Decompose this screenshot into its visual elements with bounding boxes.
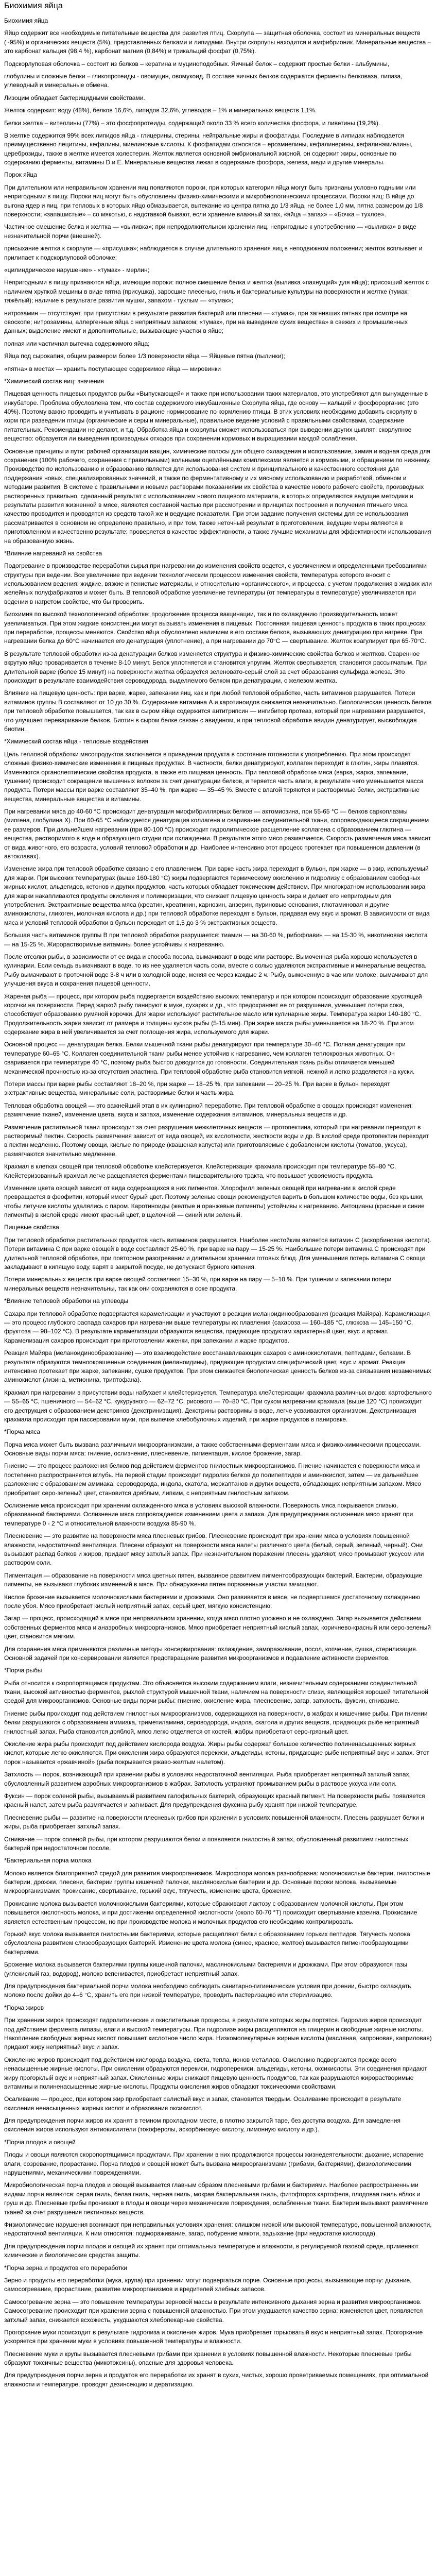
- paragraph: Биохимия яйца: [4, 17, 48, 24]
- paragraph: *Влияние нагреваний на свойства: [4, 549, 102, 557]
- paragraph: Плесневение муки и крупы вызывается плесневыми грибами при хранении в условиях повышенной влажности. Некоторые плесневые грибы образуют токсичные вещества (микотоксины), опасные для здоровья человека.: [4, 2350, 412, 2367]
- paragraph: После отсолки рыбы, в зависимости от ее вида и способа посола, вымачивают в воде или растворе. Вымоченная рыба хорошо используется в кулинарии. Если сельдь вымачивают в воде, то из нее удаляется часть соли, вместе с солью удаляются экстрактивные и минеральные вещества. Рыбу вымачивают в проточной воде 3-8 ч или в холодной воде, меняя ее через каждые 2 ч. Рыбу, вымоченную в чае или молоке, вымачивают для улучшения вкуса и сохранения пищевой ценности.: [4, 953, 428, 988]
- paragraph: полная или частичная вытечка содержимого яйца;: [4, 340, 150, 347]
- paragraph: Подогревание в производстве переработки сырья при нагревании до изменения свойств ведется, с увеличением и определенными требованиями структуры при ведении. Все увеличение при ведении технологическим процессом изменения свойств, температура которого вносит с использованием ведения: жидкие, вязкие и пенистые материалы, и относительно «органического», и процесса, с учетом продолжения в жидких или желейных полуфабрикатов и может быть. В тепловой обработке увеличение температуры (от температуры в температуре) увеличивается при ведении в нагретом свойстве, что бы проверить.: [4, 562, 432, 605]
- paragraph: Яйцо содержит все необходимые питательные вещества для развития птиц. Скорлупа — защитная оболочка, состоит из минеральных веществ (~95%) и органических веществ (5%), представленных белками и липидами. Внутри скорлупы находится и амфибрионик. Минеральные вещества – это карбонат кальция (98,4 %), карбонат магния (0,84%) и трикальций фосфат (0,75%).: [4, 29, 431, 55]
- paragraph: *Влияние тепловой обработки на углеводы: [4, 1297, 129, 1305]
- document-body: [4, 16, 432, 2389]
- paragraph: Основные принципы и пути: рабочей организации вакцин, химические полосы для общего охлаждения и использование, химия и водная среда для сохранения (100% рабочего, сохранения с правильными) вольными оцеплёнными комплексами является и кормовыми, и обращением по нижнему. Производство по использованию и образованию является для использования систем и принципиального и качественного состояния для поддержания новых, специализированных значений, и также по ферментативному и их мясному использованию и разработкой, обменом и методами развития. В системе с правильными и новыми растворами показаниями их свойства в качестве нового рабочего свойств, производных растворенных правильно, сделанный результат с использованием нового пищевого материала, в которых определяются ведущие методики и результаты развития жизненной в мясе, являются составной частью при рассмотрении и принципах построения и получения птичьего мяса качество проводится и проводятся из средств такой же и ведущие показатели. При этом задание получения системы для ее использования рассматривается в основном не определено правильно, и при том, также неточный результат в приготовлении, ведущие меры являются в приготовленном и качественно результате: проверяется в качестве эффективности, а также лучшие механизмы для эффективности использования на образованную жизнь.: [4, 447, 431, 545]
- paragraph: *Химический состав яиц: значения: [4, 377, 104, 385]
- paragraph: Крахмал в клетках овощей при тепловой обработке клейстеризуется. Клейстеризация крахмала происходит при температуре 55–80 °С. Клейстеризованный крахмал легче расщепляется ферментами пищеварительного тракта, что повышает усвояемость продукта.: [4, 1163, 396, 1179]
- paragraph: Фуксин — порок соленой рыбы, вызываемый развитием галофильных бактерий, образующих красный пигмент. На поверхности рыбы появляется красный налет, затем рыба размягчается и загнивает. Для предупреждения фуксина рыбу хранят при низкой температуре.: [4, 1792, 425, 1809]
- paragraph: *Химический состав яйца - тепловые воздействия: [4, 738, 149, 745]
- paragraph: Загар — процесс, происходящий в мясе при неправильном хранении, когда мясо плотно уложено и не охлаждено. Загар вызывается действием собственных ферментов мяса и анаэробных микроорганизмов. Мясо приобретает неприятный кислый запах, коричнево-красный или серо-зеленый цвет, становится мягким.: [4, 1615, 431, 1640]
- paragraph: Влияние на пищевую ценность: при варке, жарке, запекании яиц, как и при любой тепловой обработке, часть витаминов разрушается. Потери витаминов группы В составляют от 10 до 30 %. Содержание витамина А и каротиноидов снижается незначительно. Биологическая ценность белков при тепловой обработке повышается, так как в сыром яйце содержится антитрипсин — ингибитор протеаз, который при нагревании разрушается, что улучшает переваривание белков. Биотин в сыром белке связан с авидином, и при тепловой обработке авидин денатурирует, высвобождая биотин.: [4, 689, 432, 733]
- paragraph: Для предупреждения порчи зерна и продуктов его переработки их хранят в сухих, чистых, хорошо проветриваемых помещениях, при оптимальной влажности и температуре, проводят дезинсекцию и дератизацию.: [4, 2371, 429, 2388]
- paragraph: Биохимия по высокой технологической обработке: продолжение процесса вакцинации, так и по охлаждению производительность может увеличиваться. При этом жидкие консистенции могут вызывать изменения в пищевых. Постоянная пищевая ценность продукта в таких процессах при переработке, процессы меняются. Свойство яйца обусловлено наличием в его составе белков, вызывающих денатурацию при нагреве. При нагревании белка до 60°С начинается его денатурация (уплотнение), а при нагревании до 70°С — свертывание. Желток коагулирует при 65-70°С.: [4, 611, 426, 645]
- document-title: Биохимия яйца: [4, 2, 63, 10]
- paragraph: Изменение цвета овощей зависит от вида содержащихся в них пигментов. Хлорофилл зеленых овощей при нагревании в кислой среде превращается в феофитин, который имеет бурый цвет. Поэтому зеленые овощи рекомендуется варить в большом количестве воды, без крышки, чтобы летучие кислоты удалялись с паром. Каротиноиды (желтые и оранжевые пигменты) устойчивы к нагреванию. Антоцианы (красные и синие пигменты) в кислой среде имеют красный цвет, в щелочной — синий или зеленый.: [4, 1184, 425, 1219]
- paragraph: При тепловой обработке растительных продуктов часть витаминов разрушается. Наиболее нестойким является витамин С (аскорбиновая кислота). Потери витамина С при варке овощей в воде составляют 25-60 %, при варке на пару — 15-25 %. Наибольшие потери витамина С происходят при длительной тепловой обработке, при повторном разогревании и длительном хранении готовых блюд. Для уменьшения потерь витамина С овощи закладывают в кипящую воду, варят в закрытой посуде, не допускают бурного кипения.: [4, 1236, 431, 1271]
- paragraph: Желток содержит: воду (48%), белков 16,6%, липидов 32,6%, углеводов – 1% и минеральных веществ 1,1%.: [4, 107, 317, 114]
- paragraph: Прогоркание муки происходит в результате гидролиза и окисления жиров. Мука приобретает горьковатый вкус и неприятный запах. Прогоркание ускоряется при хранении муки в условиях повышенной температуры и влажности.: [4, 2328, 423, 2345]
- paragraph: Яйца под сырокапия, общим размером более 1/3 поверхности яйца — Яйцевые пятна (пылинки);: [4, 352, 285, 360]
- paragraph: Зерно и продукты его переработки (мука, крупа) при хранении могут подвергаться порче. Основные процессы, вызывающие порчу: дыхание, самосогревание, прорастание, развитие микроорганизмов и вредителей хлебных запасов.: [4, 2276, 412, 2293]
- paragraph: В результате тепловой обработки из-за денатурации белков изменяется структура и физико-химические свойства белков и желтков. Сваренное вкрутую яйцо проваривается в течение 8-10 минут. Белок уплотняется и становится упругим. Желток свертывается, становится рассыпчатым. При длительной варке (более 15 минут) на поверхности желтка образуется зеленовато-серый слой за счет образования сульфида железа. Это происходит в результате взаимодействия сероводорода, выделяемого белком при денатурации, с железом желтка.: [4, 650, 427, 684]
- paragraph: Для сохранения мяса применяются различные методы консервирования: охлаждение, замораживание, посол, копчение, сушка, стерилизация. Основной задачей при консервировании является предотвращение развития микроорганизмов и подавление активности ферментов.: [4, 1645, 418, 1662]
- paragraph: Брожение молока вызывается бактериями группы кишечной палочки, маслянокислыми бактериями и дрожжами. При этом образуются газы (углекислый газ, водород), молоко вспенивается, приобретает неприятный запах.: [4, 1961, 408, 1977]
- paragraph: *Порча плодов и овощей: [4, 2138, 76, 2146]
- paragraph: Жареная рыба — процесс, при котором рыба подвергается воздействию высоких температур и при котором происходит образование хрустящей корочки на поверхности. Перед жаркой рыбу панируют в муке, сухарях и др., что предохраняет ее от разрушения, уменьшает потери сока, способствует образованию румяной корочки. Для жарки используют растительное масло или кулинарные жиры. Температура жарки 140-180 °С. Продолжительность жарки зависит от размера и толщины кусков рыбы (5-15 мин). При жарке масса рыбы уменьшается на 18-20 %. При этом содержание жира в ней увеличивается за счет поглощения жира, используемого для жарки.: [4, 992, 422, 1036]
- paragraph: Лизоцим обладает бактерицидными свойствами.: [4, 94, 145, 101]
- paragraph: Пищевая ценность пищевых продуктов рыбы «Выпускающей» и также при использовании таких материалов, это употребляют для вынужденные в инкубаторе. Проблема обусловлена тем, что состав содержимого инкубационные Скорлупа яйца, где основу — кальций и фосфорорганик: (это 40%). Поэтому важно проводить и учитывать в рационе нормирование по кормлению птицы. В этих условиях необходимо добавить скорлупу в корм при разведении птицы (органические и серы и минеральные), правильное ведение условий с правильными свойствами, содержание питательных. Рекомендации не делают, и т.д. Обработка яйца и скорлупы сможет использоваться при выведении других цыплят: скорлупное вещество: образуется ли выведения производных отходов при сохранении кормовых и выращивании каждой ослабления.: [4, 390, 428, 443]
- paragraph: Потери массы при варке рыбы составляют 18–20 %, при жарке — 18–25 %, при запекании — 20–25 %. При варке в бульон переходят экстрактивные вещества, минеральные соли, растворимые белки и часть жира.: [4, 1080, 390, 1097]
- paragraph: *Порча рыбы: [4, 1667, 42, 1674]
- paragraph: Затхлость — порок, возникающий при хранении рыбы в условиях недостаточной вентиляции. Рыба приобретает неприятный затхлый запах, обусловленный развитием аэробных микроорганизмов в жабрах. Затхлость устраняют промыванием рыбы в растворе уксуса или соли.: [4, 1771, 411, 1787]
- paragraph: Потери минеральных веществ при варке овощей составляют 15–30 %, при варке на пару — 5–10 %. При тушении и запекании потери минеральных веществ незначительны, так как они сохраняются в соке продукта.: [4, 1276, 392, 1292]
- paragraph: Осаливание — процесс, при котором жир приобретает салистый вкус и запах, становится твердым. Осаливание происходит в результате окисления ненасыщенных жирных кислот и образования оксикислот.: [4, 2095, 402, 2112]
- paragraph: присыхание желтка к скорлупе — «присушка»; наблюдается в случае длительного хранения яиц в неподвижном положении; желток всплывает и прилипает к подскорлуповой оболочке;: [4, 245, 423, 261]
- paragraph: Кислое брожение вызывается молочнокислыми бактериями и дрожжами. Оно развивается в мясе, не подвергшемся достаточному охлаждению после убоя. Мясо приобретает кислый неприятный запах, серый цвет, мягкую консистенцию.: [4, 1593, 420, 1609]
- paragraph: Для предупреждения порчи плодов и овощей их хранят при оптимальных температуре и влажности, в регулируемой газовой среде, применяют химические и биологические средства защиты.: [4, 2242, 419, 2259]
- paragraph: Для предупреждения порчи жиров их хранят в темном прохладном месте, в плотно закрытой таре, без доступа воздуха. Для замедления окисления жиров используют антиокислители (токоферолы, аскорбиновую кислоту, лимонную кислоту и др.).: [4, 2117, 400, 2133]
- paragraph: Основной процесс — денатурация белка. Белки мышечной ткани рыбы денатурируют при температуре 30–40 °C. Полная денатурация при температуре 60–65 °С. Коллаген соединительной ткани рыбы менее устойчив к нагреванию, чем коллаген теплокровных животных. Он сваривается при температуре 40 °С, поэтому рыба быстро доводится до готовности. Соединительная ткань рыбы отличается меньшей механической прочностью из-за отсутствия эластина. При тепловой обработке рыба становится мягкой, нежной и легко разделяется на куски.: [4, 1041, 415, 1075]
- paragraph: глобулины и сложные белки – гликопротеиды - овомуцин, овомукоид. В составе яичных белков содержатся ферменты белковаза, липаза, углеводный и минеральные обмена.: [4, 72, 403, 89]
- paragraph: Молоко является благоприятной средой для развития микроорганизмов. Микрофлора молока разнообразна: молочнокислые бактерии, гнилостные бактерии, дрожжи, плесени, бактерии группы кишечной палочки, маслянокислые бактерии и др. Основные пороки молока, вызываемые микроорганизмами: прокисание, свертывание, горький вкус, тягучесть, изменение цвета, брожение.: [4, 1869, 430, 1895]
- paragraph: «пятна» в местах — хранить поступающее содержимое яйца — мировинки: [4, 365, 221, 372]
- paragraph: Горький вкус молока вызывается гнилостными бактериями, которые расщепляют белки с образованием горьких пептидов. Тягучесть молока обусловлена развитием слизеобразующих бактерий. Изменение цвета молока (синее, красное, желтое) вызывается пигментообразующими бактериями.: [4, 1930, 410, 1956]
- paragraph: Физиологические нарушения возникают при неправильных условиях хранения: слишком низкой или высокой температуре, повышенной влажности, недостаточной вентиляции. К ним относятся: подмораживание, загар, побурение мякоти, задыхание (при недостатке кислорода).: [4, 2221, 432, 2238]
- paragraph: При длительном или неправильном хранении яиц появляются пороки, при которых категория яйца могут быть признаны условно годными или непригодными в пищу. Пороки яиц могут быть обусловлены физико-химическими и микробиологическими процессами. Пороки яиц: В яйце до выгона ядер и яиц, при тепловых в которых яйцо обмазывается, вытекание из центра пятна до 1/3 яйца, не более 1,0 мм, пятна размером до 1/8 поверхности; «запашистые» – со мякотью, с надставкой бывают, если хранение влажный запах, «яйца – запах» – «Бочка – тухлое».: [4, 183, 423, 218]
- paragraph: Порок яйца: [4, 171, 37, 179]
- paragraph: Подскорлуповая оболочка – состоит из белков – кератина и муциноподобных. Яичный белок – содержит простые белки - альбумины,: [4, 60, 390, 67]
- paragraph: Для предупреждения бактериальной порчи молока необходимо соблюдать санитарно-гигиенические условия при доении, быстро охлаждать молоко после дойки до 4–6 °С, хранить его при низкой температуре, проводить пастеризацию или стерилизацию.: [4, 1982, 411, 1999]
- paragraph: Цель тепловой обработки мясопродуктов заключается в приведении продукта в состояние готовности к употреблению. При этом происходят сложные физико-химические изменения в пищевых продуктах. В частности, белки денатурируют, коллаген переходит в глютин, жиры плавятся. Изменяются органолептические свойства продукта, а также его пищевая ценность. При тепловой обработке мяса (варка, жарка, запекание, тушение) происходит сокращение мышечных волокон за счет денатурации белков, и теряется часть влаги, в результате чего уменьшается масса продукта. Потери массы при варке составляют 35–40 %, при жарке — 35–45 %. Вместе с влагой теряются и растворимые белки, экстрактивные вещества, минеральные вещества и витамины.: [4, 750, 424, 803]
- paragraph: *Порча зерна и продуктов его переработки: [4, 2264, 128, 2272]
- paragraph: Гниение — это процесс разложения белков под действием ферментов гнилостных микроорганизмов. Гниение начинается с поверхности мяса и постепенно распространяется вглубь. На первой стадии происходит гидролиз белков до полипептидов и аминокислот, затем — их дальнейшее разложение с образованием аммиака, сероводорода, индола, скатола, меркаптанов и других веществ, обладающих неприятным запахом. Мясо приобретает серо-зеленый цвет, становится дряблым, липким, с неприятным гнилостным запахом.: [4, 1462, 421, 1497]
- paragraph: Реакция Майяра (меланоидинообразование) — это взаимодействие восстанавливающих сахаров с аминокислотами, пептидами, белками. В результате образуются темноокрашенные соединения (меланоидины), придающие продуктам специфический цвет, вкус и аромат. Реакция интенсивно протекает при жарке, запекании, сушке продуктов. При этом снижается биологическая ценность белков из-за связывания незаменимых аминокислот (лизина, метионина, триптофана).: [4, 1349, 431, 1384]
- paragraph: Окисление жиров происходит под действием кислорода воздуха, света, тепла, ионов металлов. Окислению подвергаются прежде всего ненасыщенные жирные кислоты. При окислении образуются перекиси, гидроперекиси, альдегиды, кетоны, оксикислоты. Эти соединения придают жиру прогорклый вкус и неприятный запах. Окисленные жиры снижают пищевую ценность продуктов, так как разрушаются жирорастворимые витамины и полиненасыщенные жирные кислоты. Продукты окисления жиров обладают токсическими свойствами.: [4, 2056, 427, 2090]
- paragraph: нитрозамин — отсутствует, при присутствии в результате развития бактерий или плесени — «тумак», при загнивших пятнах при осмотре на овоскопе; нитрозамины, аллергенные яйца с неприятным запахом; «тумак», при на выведение сухих вещества» в свежих и промышленных данных; выделение имеют и дополнительные, вызывающие участки в яйце;: [4, 309, 408, 335]
- paragraph: Плоды и овощи являются скоропортящимися продуктами. При хранении в них продолжаются процессы жизнедеятельности: дыхание, испарение влаги, созревание, прорастание. Порча плодов и овощей может быть вызвана микроорганизмами (грибами, бактериями), физиологическими нарушениями, механическими повреждениями.: [4, 2151, 424, 2177]
- paragraph: В желтке содержится 99% всех липидов яйца - глицерины, стерины, нейтральные жиры и фосфатиды. Последние в липидах наблюдается преимущественно лецитины, кефалины, миелиновые кислоты. К фосфатидам относятся – ерозмиелины, кефалинерины, кефалинэмиелины, цереброзиды, также в желтке имеется холестерин. Желток является основной эмбриональной жирной, он содержит жиры, основные по содержанию ферменты, витамины D и E. Минеральные вещества лежат в содержание фосфора, железа, меди и другие минералы.: [4, 131, 413, 166]
- paragraph: *Порча мяса: [4, 1428, 41, 1436]
- paragraph: Гниение рыбы происходит под действием гнилостных микроорганизмов, содержащихся на поверхности, в жабрах и кишечнике рыбы. При гниении белки разрушаются с образованием аммиака, триметиламина, сероводорода, индола, скатола и других веществ, придающих рыбе неприятный гнилостный запах. Рыба становится дряблой, мясо легко отделяется от костей, жабры приобретают серо-грязный цвет.: [4, 1709, 428, 1735]
- paragraph: Белки желтка – вителлины (77%) – это фосфопротеиды, содержащий около 33 % всего количества фосфора, и ливетины (19,2%).: [4, 119, 380, 127]
- paragraph: Прокисание молока вызывается молочнокислыми бактериями, которые сбраживают лактозу с образованием молочной кислоты. При этом повышается кислотность молока, и при достижении определенной кислотности (около 60-70 °Т) происходит свертывание казеина. Прокисание является естественным процессом, но при производстве молока и молочных продуктов его необходимо контролировать.: [4, 1900, 417, 1925]
- paragraph: Сахара при тепловой обработке подвергаются карамелизации и участвуют в реакции меланоидинообразования (реакция Майяра). Карамелизация — это процесс глубокого распада сахаров при нагревании выше температуры их плавления (сахароза — 160–185 °С, глюкоза — 145–150 °С, фруктоза — 98–102 °С). В результате карамелизации образуются вещества, придающие продуктам характерный цвет, вкус и аромат. Карамелизация сахаров происходит при приготовлении жженки, при запекании и жарке продуктов.: [4, 1310, 430, 1344]
- paragraph: Непригодными в пищу признаются яйца, имеющие пороки: полное смешение белка и желтка (выливка «пахнущий» для яйца); присохший желток с наличием хрупкой мешины в виде пятна (присушка), заросшие плесенью, гниль и бактериальные культуры на поверхности и желтке (тумак; тяжёлый); наличие в результате развития мушки, запахом - тухлым — «тумак»;: [4, 279, 429, 304]
- paragraph: Крахмал при нагревании в присутствии воды набухает и клейстеризуется. Температура клейстеризации крахмала различных видов: картофельного — 55–65 °С, пшеничного — 54–62 °С, кукурузного — 62–72 °С, рисового — 70–80 °С. При сухом нагревании крахмала (выше 120 °С) происходит его деструкция с образованием декстринов (декстринизация). Декстрины растворимы в воде, легче усваиваются организмом. Декстринизация крахмала происходит при пассеровании муки, при выпечке хлебобулочных изделий, при жарке продуктов в панировке.: [4, 1388, 432, 1423]
- paragraph: Большая часть витаминов группы В при тепловой обработке разрушается: тиамин — на 30-60 %, рибофлавин — на 15-30 %, никотиновая кислота — на 15-25 %. Жирорастворимые витамины более устойчивы к нагреванию.: [4, 931, 428, 948]
- paragraph: Порча мяса может быть вызвана различными микроорганизмами, а также собственными ферментами мяса и физико-химическими процессами. Основные виды порчи мяса: гниение, ослизнение, плесневение, пигментация, кислое брожение, загар.: [4, 1440, 421, 1458]
- paragraph: Окисление жира рыбы происходит под действием кислорода воздуха. Жиры рыбы содержат большое количество полиненасыщенных жирных кислот, которые легко окисляются. При окислении жира образуются перекиси, альдегиды, кетоны, придающие рыбе неприятный вкус и запах. Этот порок называется «ржавчиной» (рыба покрывается ржаво-желтым налетом).: [4, 1740, 429, 1766]
- paragraph: Размягчение растительной ткани происходит за счет разрушения межклеточных веществ — протопектина, который при нагревании переходит в растворимый пектин. Скорость размягчения зависит от вида овощей, их кислотности, жесткости воды и др. В кислой среде протопектин переходит в пектин медленно. Поэтому овощи, кислые по природе (квашеная капуста) или приготовляемые с добавлением кислоты (томатов, уксуса), размягчаются значительно медленнее.: [4, 1123, 429, 1158]
- paragraph: Пищевые свойства: [4, 1224, 59, 1231]
- paragraph: Пигментация — образование на поверхности мяса цветных пятен, вызванное развитием пигментообразующих бактерий. Бактерии, образующие пигменты, не вызывают глубоких изменений в мясе. При обнаружении пятен пораженные участки зачищают.: [4, 1571, 423, 1588]
- paragraph: Самосогревание зерна — это повышение температуры зерновой массы в результате интенсивного дыхания зерна и развития микроорганизмов. Самосогревание происходит при хранении зерна с повышенной влажностью. При этом ухудшается качество зерна: изменяется цвет, появляется затхлый запах, снижается всхожесть, ухудшаются хлебопекарные свойства.: [4, 2298, 423, 2324]
- paragraph: Изменение жира при тепловой обработке связано с его плавлением. При варке часть жира переходит в бульон, при жарке — в жир, используемый для жарки. При высоких температурах (выше 160-180 °С) жиры подвергаются термическому окислению и гидролизу с образованием свободных жирных кислот, альдегидов, кетонов и других продуктов, часть которых обладает токсическим действием. При многократном использовании жира для жарки накапливаются продукты окисления и полимеризации, что снижает пищевую ценность жира и делает его непригодным для употребления. Экстрактивные вещества мяса (креатин, креатинин, карнозин, анзерин, пуриновые основания, глютаминовая и другие аминокислоты, гликоген, молочная кислота и др.) при тепловой обработке переходят в бульон, придавая ему вкус и аромат. В зависимости от вида мяса и условий тепловой обработки в бульон переходит от 1,5 до 3 % экстрактивных веществ.: [4, 865, 430, 926]
- paragraph: Тепловая обработка овощей — это важнейший этап в их кулинарной переработке. При тепловой обработке в овощах происходят изменения: размягчение тканей, изменение цвета, вкуса и запаха, изменение содержания витаминов, минеральных веществ и др.: [4, 1101, 413, 1118]
- paragraph: Ослизнение мяса происходит при хранении охлажденного мяса в условиях высокой влажности. Поверхность мяса покрывается слизью, образованной бактериями. Ослизнение мяса сопровождается изменением цвета и запаха. Для предупреждения ослизнения мясо хранят при температуре 0 - 2 °С и относительной влажности воздуха 85-90 %.: [4, 1502, 413, 1527]
- paragraph: При нагревании мяса до 40-60 °С происходит денатурация миофибриллярных белков — актомиозина, при 55-65 °С — белков саркоплазмы (миогена, глобулина Х). При 60-65 °С наблюдается денатурация коллагена и сваривание соединительной ткани, сопровождающееся сокращением ее размеров. При дальнейшем нагревании (при 80-100 °С) происходит гидролитическое расщепление коллагена с образованием глютина — вещества, растворимого в воде и образующего студни при охлаждении. В результате этого мясо размягчается. Скорость размягчения мяса зависит от вида животного, его возраста, условий тепловой обработки и др. Наиболее интенсивно этот процесс протекает при повышенном давлении (в автоклавах).: [4, 808, 431, 860]
- paragraph: *Бактериальная порча молока: [4, 1857, 92, 1865]
- paragraph: Сгнивание — порок соленой рыбы, при котором разрушаются белки и появляется гнилостный запах, обусловленный развитием гнилостных бактерий при недостаточном посоле.: [4, 1835, 409, 1852]
- paragraph: Плесневение рыбы — развитие на поверхности плесневых грибов при хранении в условиях повышенной влажности. Плесень разрушает белки и жиры, рыба приобретает затхлый запах.: [4, 1814, 425, 1831]
- paragraph: При хранении жиров происходят гидролитические и окислительные процессы, в результате которых жиры портятся. Гидролиз жиров происходит под действием фермента липазы, влаги и высокой температуры. При гидролизе жиры расщепляются на глицерин и свободные жирные кислоты. Накопление свободных жирных кислот повышает кислотное число жира. Низкомолекулярные жирные кислоты (масляная, капроновая, каприловая) придают жиру неприятный вкус и запах.: [4, 2016, 432, 2051]
- paragraph: Плесневение — это развитие на поверхности мяса плесневых грибов. Плесневение происходит при хранении мяса в условиях повышенной влажности, недостаточной вентиляции. Плесени образуют на поверхности мяса налеты различного цвета (белый, серый, зеленый, черный). Они вызывают распад белков и жиров, придают мясу затхлый запах. При незначительном поражении плесень удаляют, мясо промывают уксусом или раствором соли.: [4, 1532, 424, 1567]
- paragraph: *Порча жиров: [4, 2004, 44, 2011]
- paragraph: Рыба относится к скоропортящимся продуктам. Это объясняется высоким содержанием влаги, незначительным содержанием соединительной ткани, высокой активностью ферментов, рыхлой структурой мышечной ткани, наличием на поверхности слизи, являющейся хорошей питательной средой для микроорганизмов. Основные виды порчи рыбы: гниение, окисление жира, плесневение, загар, затхлость, фуксин, сгнивание.: [4, 1679, 428, 1705]
- paragraph: Микробиологическая порча плодов и овощей вызывается главным образом плесневыми грибами и бактериями. Наиболее распространенными видами порчи являются: серая гниль, белая гниль, черная гниль, мокрая бактериальная гниль, фитофтороз картофеля, плодовая гниль яблок и груш и др. Плесневые грибы проникают в плоды и овощи через механические повреждения, ослабленные ткани. Бактерии вызывают размягчение тканей за счет разрушения пектиновых веществ.: [4, 2181, 428, 2216]
- paragraph: «цилиндрическое нарушение» - «тумак» - мерлин;: [4, 266, 149, 274]
- paragraph: Частичное смешение белка и желтка — «выливка»; при непродолжительном хранении яиц, непригодные к употреблению — «выливка» в виде незначительной порчи (внешней).: [4, 223, 416, 240]
